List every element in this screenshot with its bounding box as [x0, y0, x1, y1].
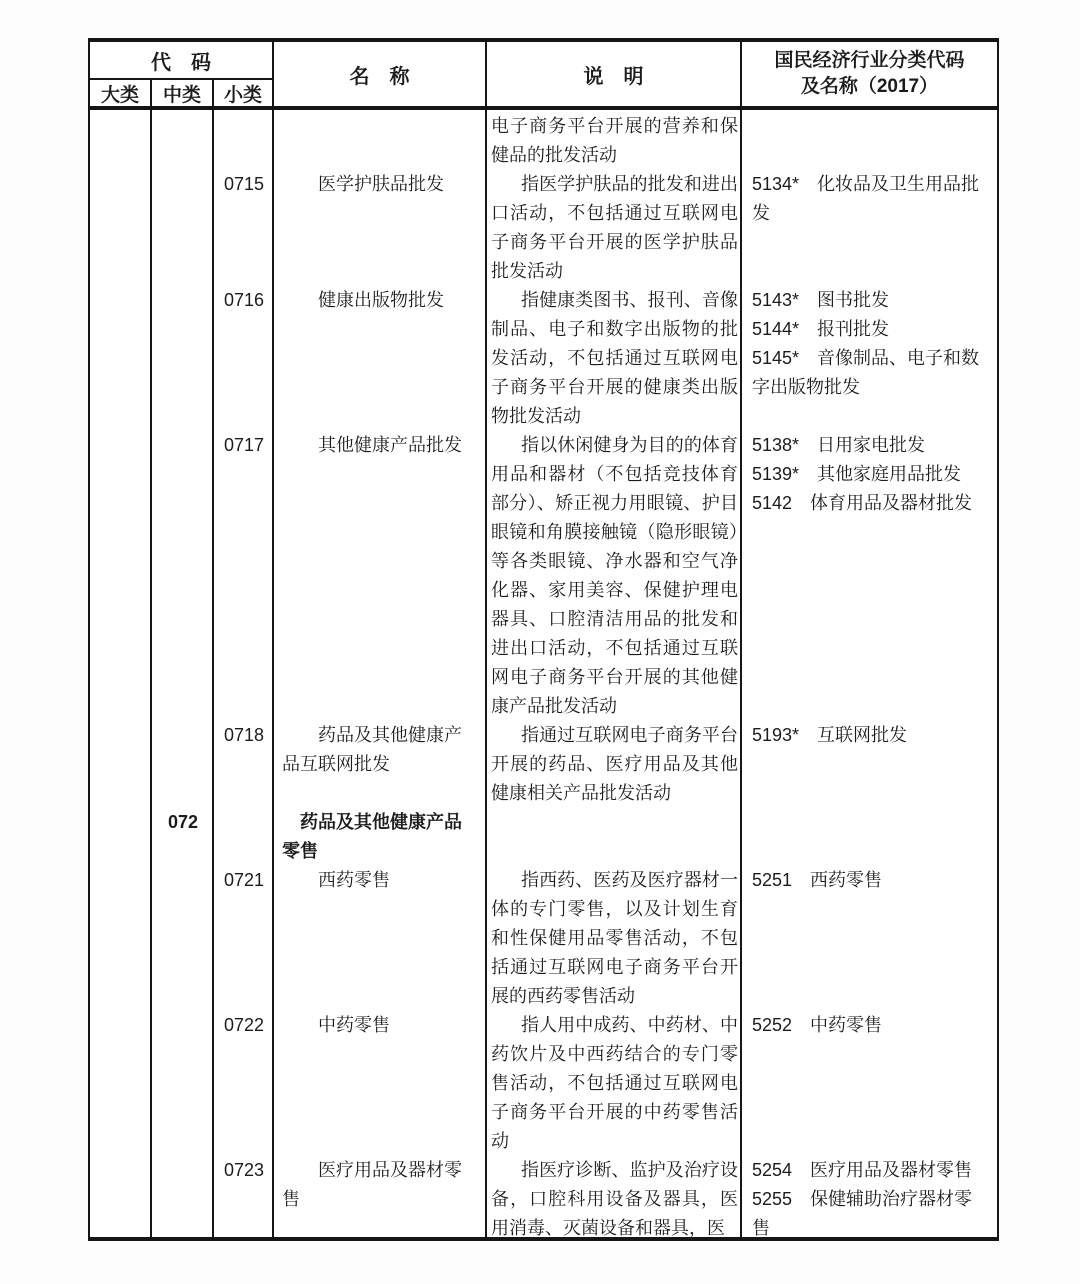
header-code-group: 代 码 — [90, 42, 274, 80]
header-standard-line1: 国民经济行业分类代码 — [774, 50, 965, 71]
column-divider-line — [212, 110, 214, 1237]
standard-code-item: 5138* 日用家电批发 — [752, 435, 926, 455]
entry-small-code: 0715 — [223, 174, 265, 194]
column-divider-line — [485, 110, 487, 1237]
entry-small-code: 0721 — [223, 870, 265, 890]
entry-major-code — [90, 1156, 152, 1237]
standard-code-item: 5255 保健辅助治疗器材零售 — [752, 1189, 973, 1237]
entry-description: 电子商务平台开展的营养和保健品的批发活动 — [491, 116, 738, 165]
entry-major-code — [90, 170, 152, 286]
entry-standard-codes — [742, 1011, 997, 1156]
standard-code-item: 5142 体育用品及器材批发 — [752, 493, 973, 513]
entry-major-code — [90, 721, 152, 808]
header-col-middle: 中类 — [152, 80, 214, 106]
table-body — [90, 110, 997, 1237]
classification-table — [88, 38, 999, 1241]
entry-standard-codes — [742, 431, 997, 721]
entry-standard-codes — [742, 808, 997, 866]
entry-middle-code — [152, 112, 214, 170]
entry-middle-code — [152, 170, 214, 286]
entry-standard-codes — [742, 286, 997, 431]
entry-name: 医疗用品及器材零售 — [282, 1160, 462, 1209]
entry-middle-code — [152, 1011, 214, 1156]
entry-major-code — [90, 112, 152, 170]
entry-description: 指通过互联网电子商务平台开展的药品、医疗用品及其他健康相关产品批发活动 — [491, 725, 738, 803]
column-divider-line — [740, 110, 742, 1237]
entry-description: 指西药、医药及医疗器材一体的专门零售，以及计划生育和性保健用品零售活动，不包括通过互联网电子商务平台开展的西药零售活动 — [491, 870, 738, 1006]
entry-description: 指以休闲健身为目的的体育用品和器材（不包括竞技体育部分）、矫正视力用眼镜、护目眼镜和角膜接触镜（隐形眼镜）等各类眼镜、净水器和空气净化器、家用美容、保健护理电器具、口腔清洁用品的批发和进出口活动，不包括通过互联网电子商务平台开展的其他健康产品批发活动 — [491, 435, 738, 716]
entry-major-code — [90, 808, 152, 866]
entry-standard-codes — [742, 112, 997, 170]
entry-middle-code — [152, 721, 214, 808]
entry-description: 指健康类图书、报刊、音像制品、电子和数字出版物的批发活动，不包括通过互联网电子商务平台开展的健康类出版物批发活动 — [491, 290, 738, 426]
entry-name: 医学护肤品批发 — [318, 174, 444, 194]
entry-name: 中药零售 — [318, 1015, 390, 1035]
entry-major-code — [90, 1011, 152, 1156]
entry-small-code — [214, 808, 274, 866]
entry-name: 其他健康产品批发 — [318, 435, 462, 455]
entry-name — [274, 112, 487, 170]
header-col-major: 大类 — [90, 80, 152, 106]
column-divider-line — [272, 110, 274, 1237]
standard-code-item: 5252 中药零售 — [752, 1015, 883, 1035]
table-header — [90, 42, 997, 110]
standard-code-item: 5139* 其他家庭用品批发 — [752, 464, 962, 484]
entry-name: 西药零售 — [318, 870, 390, 890]
entry-middle-code — [152, 431, 214, 721]
header-col-desc: 说 明 — [487, 42, 742, 106]
entry-middle-code — [152, 286, 214, 431]
standard-code-item: 5134* 化妆品及卫生用品批发 — [752, 174, 980, 223]
entry-description: 指医学护肤品的批发和进出口活动，不包括通过互联网电子商务平台开展的医学护肤品批发活动 — [491, 174, 738, 281]
entry-middle-code — [152, 1156, 214, 1237]
standard-code-item: 5193* 互联网批发 — [752, 725, 908, 745]
entry-name: 健康出版物批发 — [318, 290, 444, 310]
entry-description: 指人用中成药、中药材、中药饮片及中西药结合的专门零售活动，不包括通过互联网电子商务平台开展的中药零售活动 — [491, 1015, 738, 1151]
entry-small-code: 0716 — [223, 290, 265, 310]
entry-middle-code — [152, 866, 214, 1011]
entry-name: 药品及其他健康产品互联网批发 — [282, 725, 462, 774]
entry-description: 指医疗诊断、监护及治疗设备，口腔科用设备及器具，医用消毒、灭菌设备和器具，医 — [491, 1160, 738, 1237]
entry-small-code: 0722 — [223, 1015, 265, 1035]
entry-middle-code: 072 — [167, 812, 199, 832]
standard-code-item: 5254 医疗用品及器材零售 — [752, 1160, 973, 1180]
header-col-standard — [742, 42, 997, 106]
entry-standard-codes — [742, 170, 997, 286]
entry-small-code — [214, 112, 274, 170]
entry-standard-codes — [742, 721, 997, 808]
entry-major-code — [90, 286, 152, 431]
header-standard-line2: 及名称（2017） — [800, 76, 939, 97]
header-col-name: 名 称 — [274, 42, 487, 106]
entry-standard-codes — [742, 1156, 997, 1237]
entry-major-code — [90, 866, 152, 1011]
standard-code-item: 5143* 图书批发 — [752, 290, 890, 310]
standard-code-item: 5251 西药零售 — [752, 870, 883, 890]
entry-name: 药品及其他健康产品零售 — [282, 812, 462, 861]
header-col-small: 小类 — [214, 80, 274, 106]
standard-code-item: 5145* 音像制品、电子和数字出版物批发 — [752, 348, 980, 397]
entry-small-code: 0723 — [223, 1160, 265, 1180]
entry-small-code: 0718 — [223, 725, 265, 745]
standard-code-item: 5144* 报刊批发 — [752, 319, 890, 339]
entry-small-code: 0717 — [223, 435, 265, 455]
entry-standard-codes — [742, 866, 997, 1011]
entry-description — [487, 808, 742, 866]
column-divider-line — [150, 110, 152, 1237]
entry-major-code — [90, 431, 152, 721]
